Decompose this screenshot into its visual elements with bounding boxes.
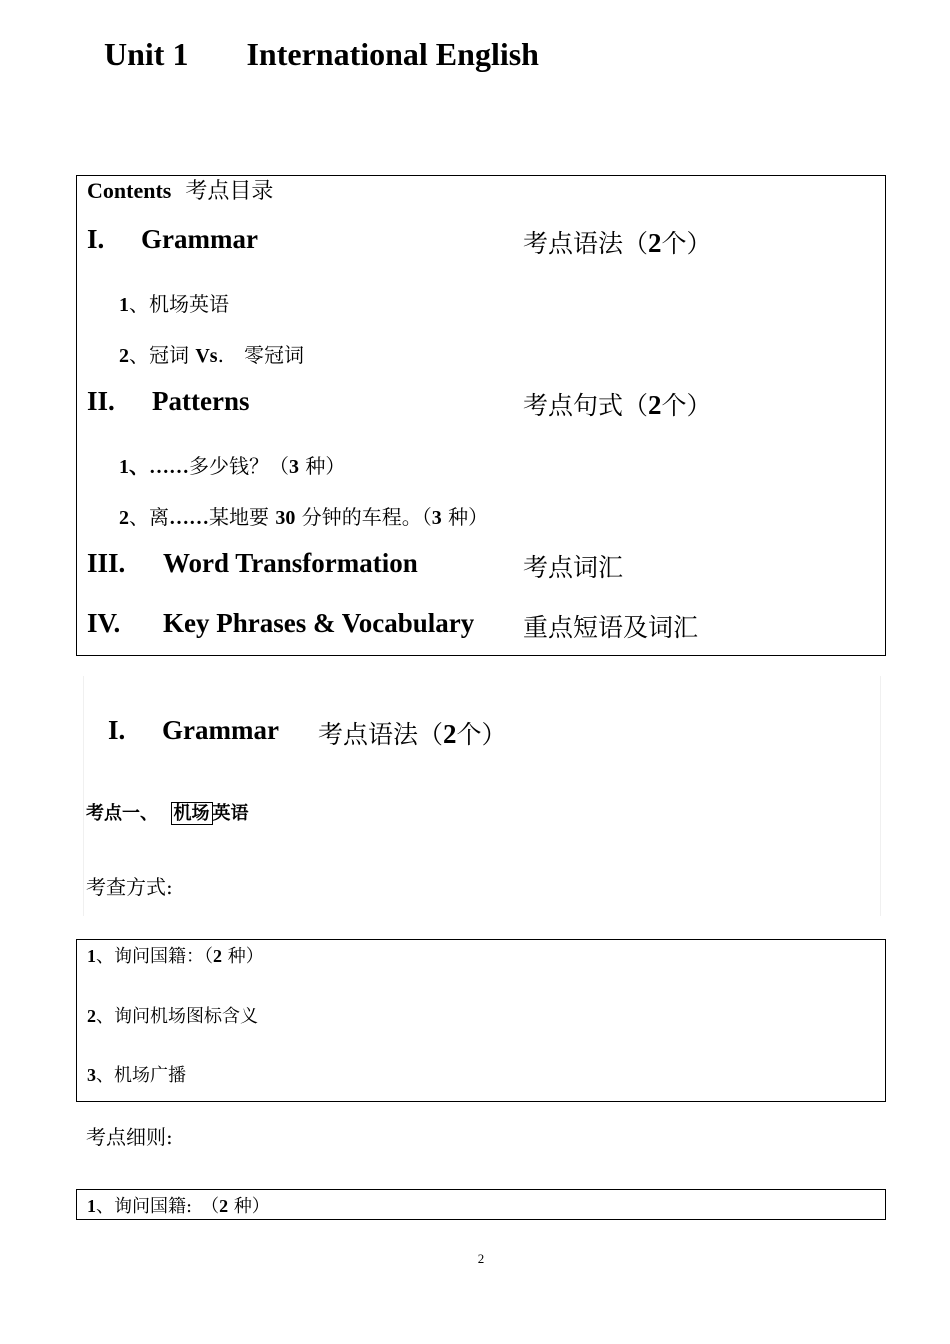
unit-number: Unit 1 bbox=[104, 36, 189, 72]
boxed-term: 机场 bbox=[171, 802, 213, 825]
toc-section-key-phrases: IV. bbox=[87, 608, 121, 638]
method-label: 考查方式: bbox=[86, 875, 173, 899]
toc-section-patterns: II. bbox=[87, 386, 115, 416]
contents-box bbox=[76, 175, 886, 656]
method-item-2: 2、询问机场图标含义 bbox=[87, 1006, 258, 1027]
toc-grammar-item-1: 1、机场英语 bbox=[119, 292, 229, 316]
grammar-section-en: Grammar bbox=[162, 715, 279, 745]
methods-box bbox=[76, 939, 886, 1102]
toc-section-patterns-en: Patterns bbox=[152, 386, 250, 416]
toc-section-grammar-cn: 考点语法（2个） bbox=[523, 228, 712, 258]
grammar-section-cn: 考点语法（2个） bbox=[318, 719, 507, 749]
toc-pattern-item-1: 1、……多少钱？（3 种） bbox=[119, 454, 346, 478]
toc-pattern-item-2: 2、离……某地要 30 分钟的车程。（3 种） bbox=[119, 505, 489, 529]
toc-section-grammar-en: Grammar bbox=[141, 224, 258, 254]
grammar-section-panel bbox=[83, 676, 881, 916]
detail-item-1: 1、询问国籍: （2 种） bbox=[87, 1196, 270, 1217]
contents-heading: Contents 考点目录 bbox=[87, 178, 274, 204]
toc-section-key-phrases-cn: 重点短语及词汇 bbox=[523, 613, 699, 642]
page-title bbox=[104, 36, 539, 73]
toc-section-key-phrases-en: Key Phrases & Vocabulary bbox=[163, 608, 475, 638]
toc-section-grammar: I. bbox=[87, 224, 105, 254]
page-number: 2 bbox=[477, 1251, 485, 1266]
method-item-1: 1、询问国籍：（2 种） bbox=[87, 946, 264, 967]
toc-section-patterns-cn: 考点句式（2个） bbox=[523, 390, 712, 420]
details-box bbox=[76, 1189, 886, 1220]
details-label: 考点细则: bbox=[86, 1125, 173, 1149]
toc-section-word-transformation: III. bbox=[87, 548, 126, 578]
toc-section-word-transformation-cn: 考点词汇 bbox=[523, 553, 624, 582]
toc-section-word-transformation-en: Word Transformation bbox=[163, 548, 418, 578]
point-one-heading: 考点一、 机场 英语 bbox=[86, 803, 249, 824]
method-item-3: 3、机场广播 bbox=[87, 1065, 186, 1086]
toc-grammar-item-2: 2、冠词 Vs. 零冠词 bbox=[119, 343, 304, 367]
grammar-section-num: I. bbox=[108, 715, 126, 745]
unit-name: International English bbox=[246, 36, 539, 72]
